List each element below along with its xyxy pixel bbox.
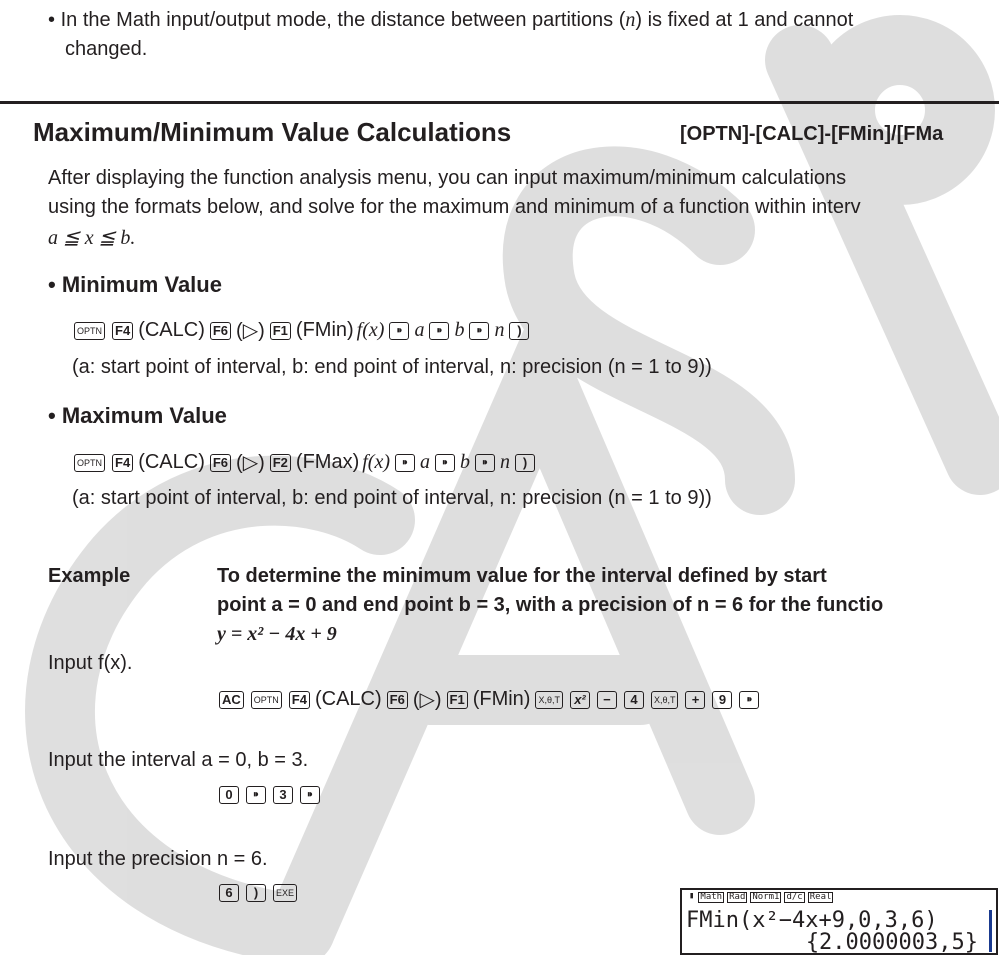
fx-label: f(x) — [362, 451, 390, 473]
section-divider — [0, 101, 999, 104]
ac-key: AC — [219, 691, 244, 709]
example-label: Example — [48, 565, 131, 587]
note-line-1 — [48, 9, 853, 32]
plus-key: + — [685, 691, 705, 709]
comma-key: ⁍ — [429, 322, 449, 340]
nine-key: 9 — [712, 691, 732, 709]
status-math: Math — [700, 892, 723, 902]
n-var: n — [500, 451, 510, 473]
status-rad: Rad — [729, 892, 746, 902]
f2-key: F2 — [270, 454, 291, 472]
next-label: (▷) — [236, 452, 265, 474]
maximum-key-sequence — [72, 450, 537, 475]
optn-key: OPTN — [251, 691, 282, 709]
b-var: b — [460, 451, 470, 473]
comma-key: ⁍ — [475, 454, 495, 472]
f4-key: F4 — [289, 691, 310, 709]
f4-key: F4 — [112, 454, 133, 472]
menu-path: [OPTN]-[CALC]-[FMin]/[FMa — [680, 123, 944, 145]
comma-key: ⁍ — [389, 322, 409, 340]
zero-key: 0 — [219, 786, 239, 804]
minimum-legend: (a: start point of interval, b: end point of interval, n: precision (n = 1 to 9)) — [72, 356, 712, 378]
comma-key: ⁍ — [469, 322, 489, 340]
comma-key: ⁍ — [435, 454, 455, 472]
step-2-text: Input the interval a = 0, b = 3. — [48, 749, 309, 771]
close-paren-key: ) — [509, 322, 529, 340]
close-paren-key: ) — [515, 454, 535, 472]
calculator-screen — [680, 888, 998, 955]
b-var: b — [454, 319, 465, 341]
calc-label: (CALC) — [138, 319, 205, 341]
status-real: Real — [809, 892, 832, 902]
six-key: 6 — [219, 884, 239, 902]
fmax-label: (FMax) — [295, 451, 360, 473]
x-theta-t-key: X,θ,T — [651, 691, 679, 709]
screen-result-line: {2.0000003,5} — [805, 930, 978, 955]
intro-line-1: After displaying the function analysis menu, you can input maximum/minimum calculations — [48, 167, 847, 189]
f4-key: F4 — [112, 322, 133, 340]
next-label: (▷) — [412, 689, 442, 711]
status-dc: d/c — [786, 892, 803, 902]
a-var: a — [420, 451, 430, 473]
close-paren-key: ) — [246, 884, 266, 902]
intro-line-3: a ≦ x ≦ b. — [48, 227, 136, 249]
battery-icon: ▮ — [689, 891, 695, 901]
note-text-post: ) is fixed at 1 and cannot — [635, 9, 854, 31]
comma-key: ⁍ — [300, 786, 320, 804]
four-key: 4 — [624, 691, 644, 709]
exe-key: EXE — [273, 884, 297, 902]
fmin-label: (FMin) — [472, 688, 531, 710]
x-theta-t-key: X,θ,T — [535, 691, 563, 709]
note-var-n: n — [625, 9, 636, 31]
x-squared-key: x² — [570, 691, 590, 709]
step-3-keys — [217, 884, 299, 902]
screen-input-line: FMin(x²−4x+9,0,3,6) — [686, 908, 938, 933]
intro-line-2: using the formats below, and solve for the maximum and minimum of a function within interv — [48, 196, 861, 218]
example-line-1: To determine the minimum value for the interval defined by start — [217, 565, 827, 587]
calc-label: (CALC) — [314, 688, 382, 710]
f6-key: F6 — [210, 322, 231, 340]
maximum-legend: (a: start point of interval, b: end point of interval, n: precision (n = 1 to 9)) — [72, 487, 712, 509]
minimum-key-sequence — [72, 318, 531, 343]
three-key: 3 — [273, 786, 293, 804]
next-label: (▷) — [236, 320, 265, 342]
fmin-label: (FMin) — [295, 319, 354, 341]
f6-key: F6 — [210, 454, 231, 472]
step-3-text: Input the precision n = 6. — [48, 848, 268, 870]
calc-label: (CALC) — [138, 451, 205, 473]
step-1-keys — [217, 687, 761, 712]
minimum-heading: • Minimum Value — [48, 272, 222, 297]
status-bar — [688, 892, 833, 903]
f1-key: F1 — [270, 322, 291, 340]
comma-key: ⁍ — [246, 786, 266, 804]
note-bullet: • — [48, 9, 56, 31]
step-1-text: Input f(x). — [48, 652, 133, 674]
example-line-3: y = x² − 4x + 9 — [217, 623, 337, 645]
step-2-keys — [217, 786, 322, 804]
f6-key: F6 — [387, 691, 408, 709]
comma-key: ⁍ — [395, 454, 415, 472]
scrollbar — [989, 910, 992, 952]
example-line-2: point a = 0 and end point b = 3, with a precision of n = 6 for the functio — [217, 594, 884, 616]
note-line-2: changed. — [65, 38, 148, 60]
minus-key: − — [597, 691, 617, 709]
optn-key: OPTN — [74, 322, 105, 340]
n-var: n — [494, 319, 505, 341]
f1-key: F1 — [447, 691, 468, 709]
optn-key: OPTN — [74, 454, 105, 472]
section-title: Maximum/Minimum Value Calculations — [33, 117, 512, 147]
fx-label: f(x) — [356, 319, 385, 341]
note-text-pre: In the Math input/output mode, the distance between partitions ( — [60, 9, 626, 31]
comma-key: ⁍ — [739, 691, 759, 709]
a-var: a — [414, 319, 425, 341]
status-norm: Norm1 — [752, 892, 780, 902]
maximum-heading: • Maximum Value — [48, 403, 227, 428]
